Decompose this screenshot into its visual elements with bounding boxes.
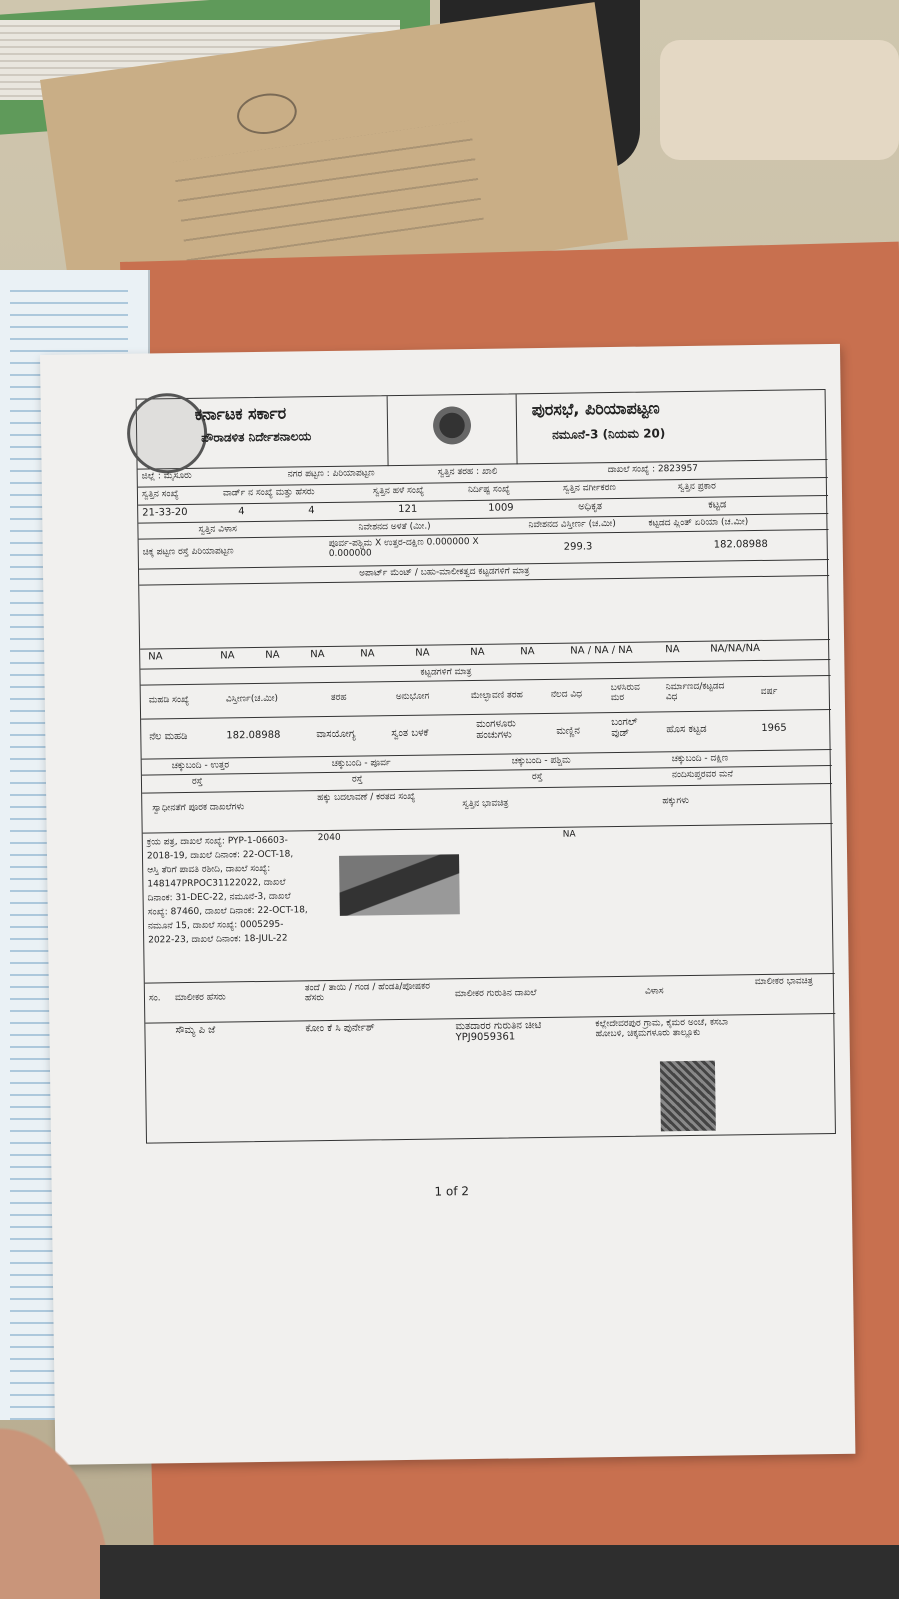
- south-label: ಚಕ್ಕುಬಂದಿ - ದಕ್ಷಿಣ: [671, 753, 729, 765]
- col-wood: ಬಳಸಿರುವ ಮರ: [610, 682, 640, 704]
- area-label: ನಿವೇಶನದ ವಿಸ್ತೀರ್ಣ (ಚ.ಮೀ): [528, 518, 616, 531]
- address: ಚಿಕ್ಕ ಪಟ್ಟಣ ರಸ್ತೆ ಪಿರಿಯಾಪಟ್ಟಣ: [142, 546, 234, 558]
- north: ರಸ್ತೆ: [191, 776, 203, 787]
- apt-val-2: NA: [220, 650, 235, 662]
- document-table: [136, 389, 836, 1144]
- col-old-no: ಸ್ವತ್ತಿನ ಹಳೆ ಸಂಖ್ಯೆ: [372, 485, 425, 497]
- building-type: ವಾಸಯೋಗ್ಯ: [316, 728, 356, 741]
- south: ನಂದಿಸುಪ್ತರವರ ಮನೆ: [671, 769, 734, 781]
- col-id: ಮಾಲೀಕರ ಗುರುತಿನ ದಾಖಲೆ: [454, 988, 537, 1000]
- col-classification: ಸ್ವತ್ತಿನ ವರ್ಗೀಕರಣ: [562, 482, 616, 494]
- owner-photo: [660, 1061, 716, 1132]
- col-property-no: ಸ್ವತ್ತಿನ ಸಂಖ್ಯೆ: [141, 489, 179, 500]
- east: ರಸ್ತೆ: [351, 774, 363, 785]
- ward-no: 4: [238, 506, 245, 518]
- council-title: ಪುರಸಭೆ, ಪಿರಿಯಾಪಟ್ಟಣ: [531, 398, 660, 420]
- building-title: ಕಟ್ಟಡಗಳಿಗೆ ಮಾತ್ರ: [420, 667, 472, 678]
- col-photo: ಮಾಲೀಕರ ಭಾವಚಿತ್ರ: [754, 976, 813, 988]
- directorate-title: ಪೌರಾಡಳಿತ ನಿರ್ದೇಶನಾಲಯ: [201, 429, 312, 445]
- form-title: ನಮೂನೆ-3 (ನಿಯಮ 20): [552, 426, 666, 442]
- owner-value-row: [145, 1014, 837, 1144]
- apt-val-8: NA: [520, 646, 535, 658]
- owner-id: ಮತದಾರರ ಗುರುತಿನ ಚೀಟಿ YPJ9059361: [455, 1020, 542, 1044]
- north-label: ಚಕ್ಕುಬಂದಿ - ಉತ್ತರ: [171, 760, 230, 772]
- photo-label: ಸ್ವತ್ತಿನ ಭಾವಚಿತ್ರ: [462, 798, 509, 810]
- specific-no: 1009: [488, 502, 514, 514]
- floor-type: ಮಣ್ಣಿನ: [556, 725, 580, 737]
- property-document: [40, 344, 855, 1465]
- site-area: 299.3: [563, 541, 593, 553]
- entry-no: ದಾಖಲೆ ಸಂಖ್ಯೆ : 2823957: [607, 463, 699, 476]
- property-no: 21-33-20: [142, 506, 188, 519]
- documents-text: ಕ್ರಯ ಪತ್ರ, ದಾಖಲೆ ಸಂಖ್ಯೆ: PYP-1-06603-2018-19, ದಾಖಲೆ ದಿನಾಂಕ: 22-OCT-18, ಆಸ್ತಿ ತೆರಿಗೆ ಪಾವತಿ ರಶೀದಿ, ದಾಖಲೆ ಸಂಖ್ಯೆ: 148147PRPOC31122022, ದಾಖಲೆ ದಿನಾಂಕ: 31-DEC-22, ನಮೂನೆ-3, ದಾಖಲೆ ಸಂಖ್ಯೆ: 87460, ದಾಖಲೆ ದಿನಾಂಕ: 22-OCT-18, ನಮೂನೆ 15, ದಾಖಲೆ ಸಂಖ್ಯೆ: 0005295-2022-23, ದಾಖಲೆ ದಿನಾಂಕ: 18-JUL-22: [146, 835, 308, 946]
- col-area: ವಿಸ್ತೀರ್ಣ(ಚ.ಮೀ): [225, 693, 279, 705]
- classification: ಅಧಿಕೃತ: [578, 501, 603, 513]
- envelope-text: [173, 121, 485, 272]
- col-kind: ಸ್ವತ್ತಿನ ಪ್ರಕಾರ: [677, 481, 716, 493]
- owner-relation: ಕೋಂ ಕೆ ಸಿ ಪುರ್ನೇಶ್: [305, 1022, 375, 1035]
- col-usage: ಅನುಭೋಗ: [395, 691, 430, 703]
- built-area: 182.08988: [713, 538, 768, 551]
- state-emblem: [387, 394, 518, 466]
- owner-address: ಕಲ್ಲೇದೇವರಪುರ ಗ್ರಾಮ, ಕೈಮರ ಅಂಚೆ, ಕಸಬಾ ಹೋಬಳಿ, ಚಿಕ್ಕಮಗಳೂರು ತಾಲ್ಲೂಕು: [595, 1017, 729, 1040]
- floor-area: 182.08988: [226, 729, 281, 742]
- town: ನಗರ ಪಟ್ಟಣ : ಪಿರಿಯಾಪಟ್ಟಣ: [287, 468, 375, 480]
- property-photo: [339, 854, 460, 916]
- apt-val-4: NA: [310, 649, 325, 661]
- col-roof: ಮೇಲ್ಛಾವಣಿ ತರಹ: [470, 690, 523, 702]
- col-ward: ವಾರ್ಡ್ ನ ಸಂಖ್ಯೆ ಮತ್ತು ಹೆಸರು: [222, 487, 315, 499]
- envelope-seal-icon: [234, 90, 299, 138]
- floor: ನೆಲ ಮಹಡಿ: [149, 730, 188, 743]
- govt-title: ಕರ್ನಾಟಕ ಸರ್ಕಾರ: [194, 403, 287, 424]
- apt-val-3: NA: [265, 649, 280, 661]
- west-label: ಚಕ್ಕುಬಂದಿ - ಪಶ್ಚಿಮ: [511, 755, 571, 767]
- rights: NA: [562, 829, 576, 840]
- apartment-header-row: [139, 576, 830, 650]
- apt-val-10: NA: [665, 644, 680, 656]
- bottom-strip: [100, 1545, 899, 1599]
- owner-name: ಸೌಮ್ಯ ಪಿ ಜೆ: [175, 1024, 216, 1037]
- mutation-no: 2040: [317, 832, 341, 844]
- apt-val-9: NA / NA / NA: [570, 644, 633, 657]
- measure-label: ನಿವೇಶನದ ಅಳತೆ (ಮೀ.): [358, 521, 431, 533]
- col-floor-type: ನೆಲದ ವಿಧ: [550, 689, 583, 700]
- apt-val-6: NA: [415, 647, 430, 659]
- documents-label: ಸ್ವಾಧೀನತೆಗೆ ಪೂರಕ ದಾಖಲೆಗಳು: [152, 802, 245, 814]
- built-label: ಕಟ್ಟಡದ ಪ್ಲಿಂತ್ ಏರಿಯಾ (ಚ.ಮೀ): [648, 517, 749, 529]
- page-number: 1 of 2: [434, 1184, 470, 1199]
- wood-type: ಬಂಗಲ್ ವುಡ್: [611, 716, 638, 740]
- roof-type: ಮಂಗಳೂರು ಹಂಚುಗಳು: [476, 718, 516, 741]
- old-no: 121: [398, 503, 418, 516]
- documents-value-row: [143, 824, 835, 984]
- east-label: ಚಕ್ಕುಬಂದಿ - ಪೂರ್ವ: [331, 758, 391, 769]
- chair: [660, 40, 899, 160]
- apt-val-5: NA: [360, 648, 375, 660]
- year: 1965: [761, 722, 787, 734]
- usage: ಸ್ವಂತ ಬಳಕೆ: [391, 727, 429, 740]
- apt-val-11: NA/NA/NA: [710, 642, 760, 655]
- col-relation: ತಂದೆ / ತಾಯಿ / ಗಂಡ / ಹೆಂಡತಿ/ಪೋಷಕರ ಹೆಸರು: [304, 981, 431, 1004]
- west: ರಸ್ತೆ: [531, 772, 543, 783]
- kind: ಕಟ್ಟಡ: [708, 499, 727, 511]
- col-address: ವಿಳಾಸ: [644, 986, 664, 997]
- col-owner-name: ಮಾಲೀಕರ ಹೆಸರು: [174, 992, 226, 1004]
- property-type: ಸ್ವತ್ತಿನ ತರಹ : ಖಾಲಿ: [437, 466, 498, 478]
- col-type: ತರಹ: [330, 692, 347, 703]
- emblem-icon: [422, 406, 483, 455]
- col-serial: ಸಂ.: [148, 993, 161, 1004]
- mutation-label: ಹಕ್ಕು ಬದಲಾವಣೆ / ಕರತದ ಸಂಖ್ಯೆ: [317, 791, 416, 804]
- document-header: [137, 390, 828, 470]
- coords: ಪೂರ್ವ-ಪಶ್ಚಿಮ X ಉತ್ತರ-ದಕ್ಷಿಣ 0.000000 X 0.000000: [328, 536, 479, 559]
- col-year: ವರ್ಷ: [760, 686, 778, 697]
- col-floor: ಮಹಡಿ ಸಂಖ್ಯೆ: [148, 694, 190, 706]
- address-label: ಸ್ವತ್ತಿನ ವಿಳಾಸ: [198, 524, 237, 535]
- apt-val-1: NA: [148, 651, 163, 663]
- apt-val-7: NA: [470, 646, 485, 659]
- construction-type: ಹೊಸ ಕಟ್ಟಡ: [666, 723, 707, 736]
- apartment-title: ಅಪಾರ್ಟ್ ಮೆಂಟ್ / ಬಹು-ಮಾಲೀಕತ್ವದ ಕಟ್ಟಡಗಳಿಗೆ ಮಾತ್ರ: [359, 566, 530, 579]
- ward-name: 4: [308, 505, 315, 517]
- rights-label: ಹಕ್ಕುಗಳು: [662, 795, 689, 807]
- col-specific-no: ನಿರ್ದಿಷ್ಟ ಸಂಖ್ಯೆ: [467, 484, 511, 496]
- district: ಜಿಲ್ಲೆ : ಮೈಸೂರು: [141, 470, 192, 482]
- col-construction: ನಿರ್ಮಾಣದ/ಕಟ್ಟಡದ ವಿಧ: [665, 681, 725, 703]
